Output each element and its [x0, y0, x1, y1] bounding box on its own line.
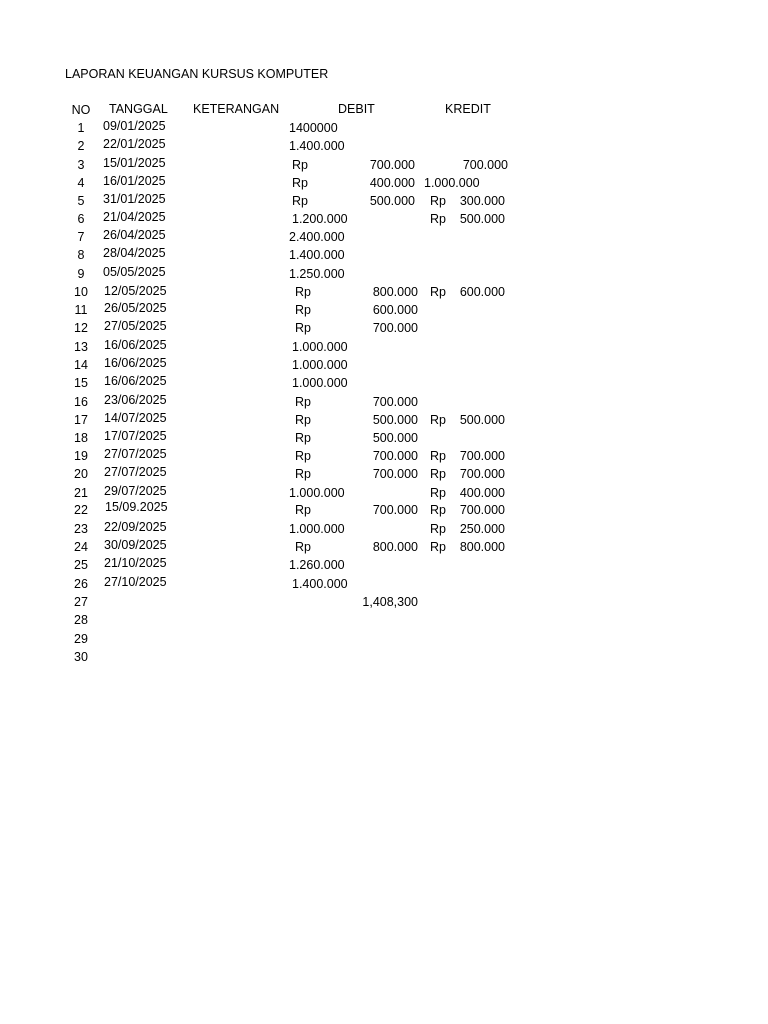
kredit-amount: 700.000	[459, 503, 505, 517]
kredit-currency-label: Rp	[430, 194, 446, 208]
row-number: 25	[74, 558, 88, 572]
debit-amount: 1400000	[289, 121, 338, 135]
kredit-amount: 250.000	[459, 522, 505, 536]
kredit-currency-label: Rp	[430, 413, 446, 427]
row-number: 27	[74, 595, 88, 609]
row-number: 29	[74, 632, 88, 646]
row-number: 15	[74, 376, 88, 390]
kredit-amount: 800.000	[459, 540, 505, 554]
row-number: 18	[74, 431, 88, 445]
debit-amount: 700.000	[372, 395, 418, 409]
debit-amount: 600.000	[372, 303, 418, 317]
debit-currency-label: Rp	[295, 503, 311, 517]
debit-amount: 2.400.000	[289, 230, 345, 244]
row-number: 16	[74, 395, 88, 409]
kredit-amount: 700.000	[462, 158, 508, 172]
debit-amount: 1.000.000	[289, 486, 345, 500]
row-tanggal: 27/07/2025	[104, 447, 167, 461]
debit-currency-label: Rp	[295, 540, 311, 554]
kredit-amount: 500.000	[459, 212, 505, 226]
row-number: 22	[74, 503, 88, 517]
debit-currency-label: Rp	[292, 176, 308, 190]
row-tanggal: 23/06/2025	[104, 393, 167, 407]
row-number: 2	[77, 139, 85, 153]
row-tanggal: 15/01/2025	[103, 156, 166, 170]
kredit-currency-label: Rp	[430, 285, 446, 299]
row-number: 9	[77, 267, 85, 281]
row-number: 10	[74, 285, 88, 299]
debit-currency-label: Rp	[292, 194, 308, 208]
debit-amount: 1.250.000	[289, 267, 345, 281]
row-number: 1	[77, 121, 85, 135]
kredit-amount: 1.000.000	[424, 176, 480, 190]
debit-currency-label: Rp	[295, 413, 311, 427]
kredit-amount: 700.000	[459, 449, 505, 463]
debit-amount: 800.000	[372, 540, 418, 554]
row-tanggal: 21/04/2025	[103, 210, 166, 224]
row-number: 19	[74, 449, 88, 463]
header-no: NO	[71, 103, 91, 117]
row-number: 26	[74, 577, 88, 591]
row-number: 11	[74, 303, 88, 317]
kredit-currency-label: Rp	[430, 522, 446, 536]
kredit-amount: 500.000	[459, 413, 505, 427]
debit-amount: 700.000	[372, 467, 418, 481]
row-tanggal: 27/05/2025	[104, 319, 167, 333]
debit-currency-label: Rp	[292, 158, 308, 172]
row-tanggal: 12/05/2025	[104, 284, 167, 298]
header-debit: DEBIT	[338, 102, 375, 116]
debit-amount: 500.000	[369, 194, 415, 208]
debit-amount: 1.400.000	[292, 577, 348, 591]
row-tanggal: 21/10/2025	[104, 556, 167, 570]
row-number: 28	[74, 613, 88, 627]
debit-amount: 1.000.000	[292, 340, 348, 354]
debit-currency-label: Rp	[295, 395, 311, 409]
kredit-amount: 600.000	[459, 285, 505, 299]
row-number: 30	[74, 650, 88, 664]
kredit-currency-label: Rp	[430, 486, 446, 500]
debit-amount: 1.000.000	[292, 376, 348, 390]
debit-amount: 1.200.000	[292, 212, 348, 226]
debit-amount: 500.000	[372, 413, 418, 427]
debit-currency-label: Rp	[295, 285, 311, 299]
row-tanggal: 09/01/2025	[103, 119, 166, 133]
row-tanggal: 14/07/2025	[104, 411, 167, 425]
row-number: 21	[74, 486, 88, 500]
row-tanggal: 27/07/2025	[104, 465, 167, 479]
debit-amount: 700.000	[372, 449, 418, 463]
row-tanggal: 16/01/2025	[103, 174, 166, 188]
row-tanggal: 15/09.2025	[105, 500, 168, 514]
row-number: 6	[77, 212, 85, 226]
row-tanggal: 27/10/2025	[104, 575, 167, 589]
kredit-currency-label: Rp	[430, 467, 446, 481]
row-tanggal: 16/06/2025	[104, 356, 167, 370]
row-tanggal: 22/09/2025	[104, 520, 167, 534]
row-tanggal: 26/05/2025	[104, 301, 167, 315]
kredit-currency-label: Rp	[430, 212, 446, 226]
debit-amount: 400.000	[369, 176, 415, 190]
row-number: 14	[74, 358, 88, 372]
row-tanggal: 16/06/2025	[104, 374, 167, 388]
header-tanggal: TANGGAL	[109, 102, 168, 116]
row-number: 24	[74, 540, 88, 554]
row-number: 4	[77, 176, 85, 190]
debit-amount: 700.000	[369, 158, 415, 172]
debit-amount: 700.000	[372, 503, 418, 517]
kredit-amount: 700.000	[459, 467, 505, 481]
row-tanggal: 31/01/2025	[103, 192, 166, 206]
row-tanggal: 30/09/2025	[104, 538, 167, 552]
debit-currency-label: Rp	[295, 449, 311, 463]
row-number: 8	[77, 248, 85, 262]
kredit-currency-label: Rp	[430, 540, 446, 554]
row-number: 3	[77, 158, 85, 172]
row-tanggal: 17/07/2025	[104, 429, 167, 443]
kredit-amount: 300.000	[459, 194, 505, 208]
debit-total: 1,408,300	[362, 595, 418, 609]
row-tanggal: 05/05/2025	[103, 265, 166, 279]
row-number: 5	[77, 194, 85, 208]
debit-currency-label: Rp	[295, 303, 311, 317]
debit-amount: 1.260.000	[289, 558, 345, 572]
debit-amount: 1.400.000	[289, 139, 345, 153]
kredit-currency-label: Rp	[430, 449, 446, 463]
row-tanggal: 16/06/2025	[104, 338, 167, 352]
debit-currency-label: Rp	[295, 431, 311, 445]
report-title: LAPORAN KEUANGAN KURSUS KOMPUTER	[65, 67, 329, 81]
debit-amount: 1.000.000	[292, 358, 348, 372]
row-number: 17	[74, 413, 88, 427]
row-number: 13	[74, 340, 88, 354]
row-tanggal: 29/07/2025	[104, 484, 167, 498]
row-number: 23	[74, 522, 88, 536]
debit-amount: 800.000	[372, 285, 418, 299]
kredit-currency-label: Rp	[430, 503, 446, 517]
header-kredit: KREDIT	[445, 102, 491, 116]
header-keterangan: KETERANGAN	[193, 102, 280, 116]
row-tanggal: 28/04/2025	[103, 246, 166, 260]
debit-currency-label: Rp	[295, 467, 311, 481]
debit-amount: 1.400.000	[289, 248, 345, 262]
row-number: 20	[74, 467, 88, 481]
debit-currency-label: Rp	[295, 321, 311, 335]
debit-amount: 700.000	[372, 321, 418, 335]
debit-amount: 500.000	[372, 431, 418, 445]
row-tanggal: 22/01/2025	[103, 137, 166, 151]
debit-amount: 1.000.000	[289, 522, 345, 536]
row-number: 7	[77, 230, 85, 244]
row-tanggal: 26/04/2025	[103, 228, 166, 242]
row-number: 12	[74, 321, 88, 335]
kredit-amount: 400.000	[459, 486, 505, 500]
